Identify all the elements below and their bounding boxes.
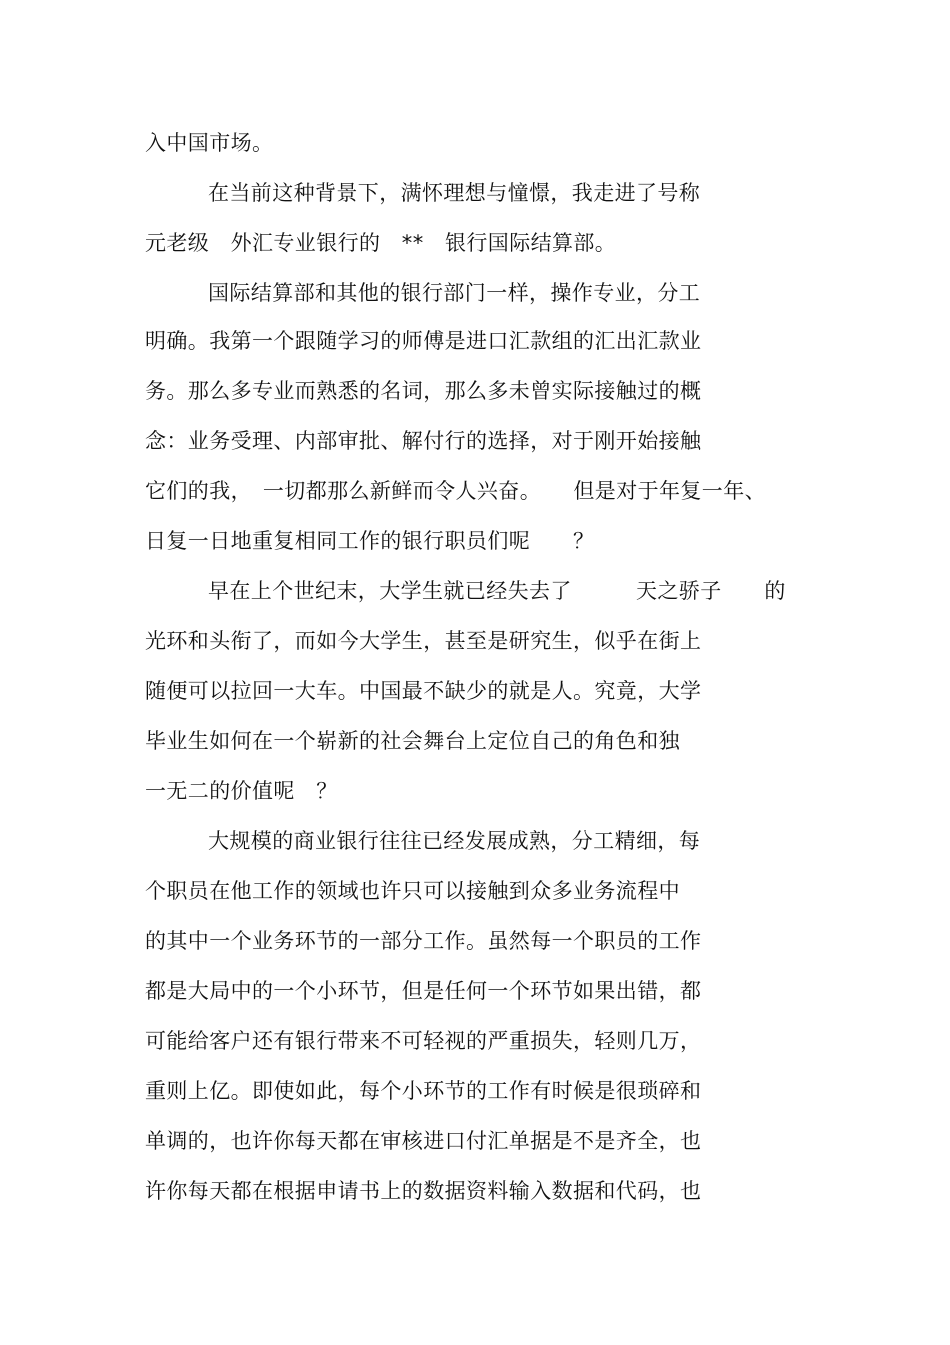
text-line: 念：业务受理、内部审批、解付行的选择，对于刚开始接触 [145,429,702,453]
text-line: 国际结算部和其他的银行部门一样，操作专业，分工 [208,281,701,305]
text-line: 个职员在他工作的领域也许只可以接触到众多业务流程中 [145,879,680,903]
text-line: 日复一日地重复相同工作的银行职员们呢 ？ [145,529,595,553]
text-line: 元老级 外汇专业银行的 ** 银行国际结算部。 [145,231,617,255]
text-line: 单调的，也许你每天都在审核进口付汇单据是不是齐全，也 [145,1129,702,1153]
text-line: 在当前这种背景下，满怀理想与憧憬，我走进了号称 [208,181,701,205]
text-line: 随便可以拉回一大车。中国最不缺少的就是人。究竟，大学 [145,679,702,703]
text-line: 入中国市场。 [145,131,274,155]
text-line: 重则上亿。即使如此，每个小环节的工作有时候是很琐碎和 [145,1079,702,1103]
text-line: 务。那么多专业而熟悉的名词，那么多未曾实际接触过的概 [145,379,702,403]
text-line: 都是大局中的一个小环节，但是任何一个环节如果出错，都 [145,979,702,1003]
text-line: 明确。我第一个跟随学习的师傅是进口汇款组的汇出汇款业 [145,329,702,353]
text-line: 一无二的价值呢 ？ [145,779,338,803]
text-line: 毕业生如何在一个崭新的社会舞台上定位自己的角色和独 [145,729,680,753]
text-line: 的其中一个业务环节的一部分工作。虽然每一个职员的工作 [145,929,702,953]
text-line: 大规模的商业银行往往已经发展成熟，分工精细，每 [208,829,701,853]
text-line: 可能给客户还有银行带来不可轻视的严重损失，轻则几万， [145,1029,702,1053]
text-line: 许你每天都在根据申请书上的数据资料输入数据和代码，也 [145,1179,702,1203]
text-line: 它们的我， 一切都那么新鲜而令人兴奋。 但是对于年复一年、 [145,479,766,503]
text-line: 早在上个世纪末，大学生就已经失去了 天之骄子 的 [208,579,786,603]
text-line: 光环和头衔了，而如今大学生，甚至是研究生，似乎在街上 [145,629,702,653]
